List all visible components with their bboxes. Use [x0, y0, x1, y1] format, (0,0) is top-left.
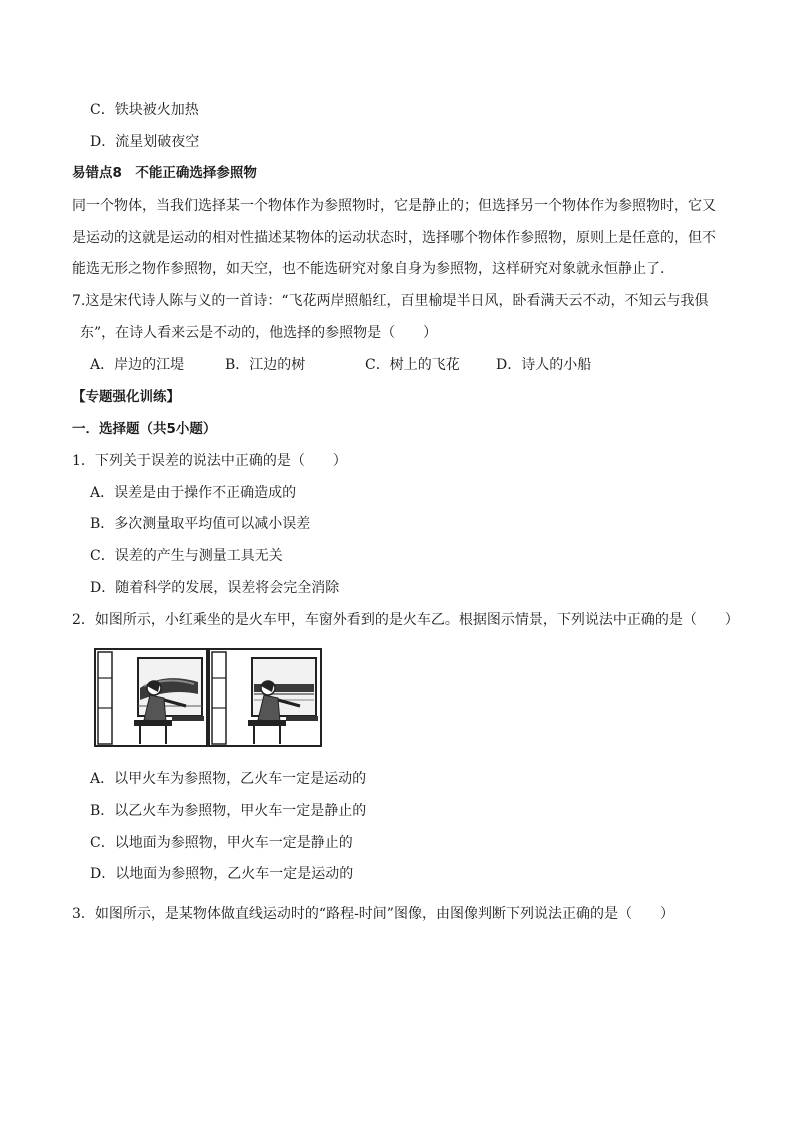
- train-window-figure: [94, 648, 322, 748]
- question-7-line-2: 东”，在诗人看来云是不动的，他选择的参照物是（ ）: [80, 325, 438, 341]
- question-7-line-1: 7.这是宋代诗人陈与义的一首诗：“飞花两岸照船红，百里榆堤半日风，卧看满天云不动，不知云与我俱: [72, 293, 709, 309]
- q7-option-d: D．诗人的小船: [496, 357, 592, 373]
- prev-option-d: D．流星划破夜空: [90, 134, 200, 150]
- q7-option-b: B．江边的树: [225, 357, 306, 373]
- mc-heading: 一．选择题（共5小题）: [72, 421, 217, 437]
- question-3: 3．如图所示，是某物体做直线运动时的“路程-时间”图像，由图像判断下列说法正确的是（ ）: [72, 906, 674, 922]
- q7-option-c: C．树上的飞花: [365, 357, 460, 373]
- question-1: 1．下列关于误差的说法中正确的是（ ）: [72, 453, 347, 469]
- prev-option-c: C．铁块被火加热: [90, 102, 199, 118]
- explanation-line-2: 是运动的这就是运动的相对性描述某物体的运动状态时，选择哪个物体作参照物，原则上是任意的，但不: [72, 230, 716, 246]
- q1-option-c: C．误差的产生与测量工具无关: [90, 548, 283, 564]
- q1-option-a: A．误差是由于操作不正确造成的: [90, 485, 297, 501]
- q1-option-d: D．随着科学的发展，误差将会完全消除: [90, 580, 340, 596]
- train-panel-right: [209, 649, 321, 746]
- training-heading: 【专题强化训练】: [72, 389, 180, 405]
- q2-option-c: C．以地面为参照物，甲火车一定是静止的: [90, 835, 353, 851]
- explanation-line-1: 同一个物体，当我们选择某一个物体作为参照物时，它是静止的；但选择另一个物体作为参照物时，它又: [72, 198, 716, 214]
- q2-option-b: B．以乙火车为参照物，甲火车一定是静止的: [90, 803, 367, 819]
- q2-option-d: D．以地面为参照物，乙火车一定是运动的: [90, 866, 354, 882]
- section-heading-8: 易错点8 不能正确选择参照物: [72, 165, 257, 181]
- train-window-illustration: [94, 648, 322, 748]
- question-2: 2．如图所示，小红乘坐的是火车甲，车窗外看到的是火车乙。根据图示情景，下列说法中正确的是（ ）: [72, 612, 739, 628]
- q2-option-a: A．以甲火车为参照物，乙火车一定是运动的: [90, 771, 367, 787]
- q7-option-a: A．岸边的江堤: [90, 357, 185, 373]
- q1-option-b: B．多次测量取平均值可以减小误差: [90, 516, 311, 532]
- train-panel-left: [95, 649, 207, 746]
- question-7-options: [90, 355, 710, 375]
- explanation-line-3: 能选无形之物作参照物，如天空，也不能选研究对象自身为参照物，这样研究对象就永恒静止了.: [72, 261, 665, 277]
